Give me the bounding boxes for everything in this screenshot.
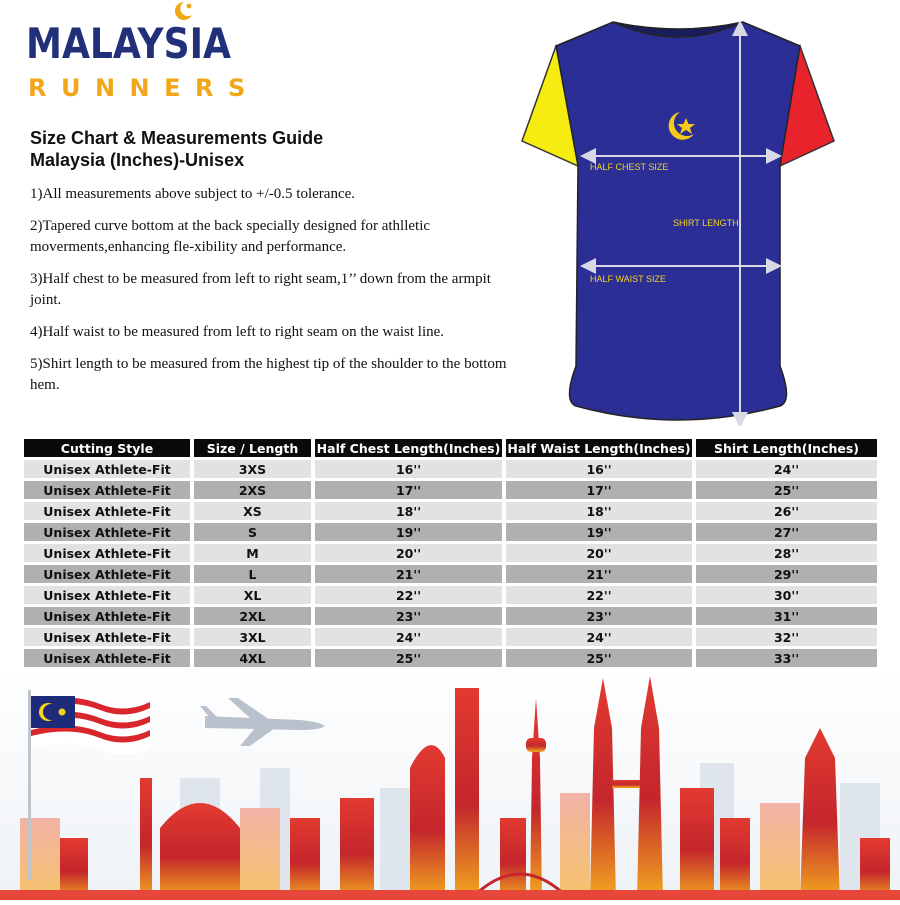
table-cell: 22'' <box>315 586 502 604</box>
table-cell: 30'' <box>696 586 877 604</box>
table-cell: 20'' <box>315 544 502 562</box>
note-item: 5)Shirt length to be measured from the highest tip of the shoulder to the bottom hem. <box>30 356 507 393</box>
table-cell: Unisex Athlete-Fit <box>24 460 190 478</box>
table-cell: 17'' <box>506 481 692 499</box>
table-cell: 28'' <box>696 544 877 562</box>
table-cell: 25'' <box>315 649 502 667</box>
half-waist-label: HALF WAIST SIZE <box>590 274 667 284</box>
table-row <box>24 607 877 625</box>
table-row <box>24 460 877 478</box>
shirt-illustration <box>518 6 838 426</box>
table-cell: Unisex Athlete-Fit <box>24 523 190 541</box>
skyline-illustration <box>0 668 900 900</box>
kuala-lumpur-skyline <box>0 668 900 900</box>
brand-subtitle: RUNNERS <box>28 74 260 102</box>
table-header-row <box>24 439 877 457</box>
table-cell: Unisex Athlete-Fit <box>24 481 190 499</box>
table-row <box>24 481 877 499</box>
table-cell: 4XL <box>194 649 311 667</box>
table-cell: 16'' <box>315 460 502 478</box>
table-cell: Unisex Athlete-Fit <box>24 586 190 604</box>
column-header: Half Waist Length(Inches) <box>507 440 691 456</box>
table-cell: Unisex Athlete-Fit <box>24 607 190 625</box>
shirt-length-label: SHIRT LENGTH <box>673 218 739 228</box>
table-cell: 32'' <box>696 628 877 646</box>
table-cell: 23'' <box>506 607 692 625</box>
column-header: Cutting Style <box>24 439 190 457</box>
table-cell: 24'' <box>315 628 502 646</box>
table-cell: 31'' <box>696 607 877 625</box>
table-cell: 25'' <box>506 649 692 667</box>
column-header: Half Chest Length(Inches) <box>316 440 501 456</box>
table-cell: L <box>194 565 311 583</box>
note-item: 2)Tapered curve bottom at the back specially designed for athlletic moverments,enhancing fle-xibility and performance. <box>30 218 431 255</box>
table-cell: 25'' <box>696 481 877 499</box>
table-cell: S <box>194 523 311 541</box>
table-cell: XL <box>194 586 311 604</box>
table-row <box>24 649 877 667</box>
table-cell: 18'' <box>315 502 502 520</box>
shirt-diagram <box>518 6 838 426</box>
table-cell: M <box>194 544 311 562</box>
table-cell: 26'' <box>696 502 877 520</box>
table-cell: 3XS <box>194 460 311 478</box>
table-row <box>24 586 877 604</box>
table-cell: 24'' <box>696 460 877 478</box>
note-item: 4)Half waist to be measured from left to right seam on the waist line. <box>30 324 445 340</box>
table-row <box>24 544 877 562</box>
table-cell: 27'' <box>696 523 877 541</box>
column-header: Shirt Length(Inches) <box>696 439 877 457</box>
note-item: 1)All measurements above subject to +/-0.5 tolerance. <box>30 186 356 202</box>
table-cell: 19'' <box>506 523 692 541</box>
note-item: 3)Half chest to be measured from left to right seam,1’’ down from the armpit joint. <box>30 271 491 308</box>
table-cell: Unisex Athlete-Fit <box>24 628 190 646</box>
half-chest-label: HALF CHEST SIZE <box>590 162 669 172</box>
table-cell: Unisex Athlete-Fit <box>24 544 190 562</box>
table-cell: 19'' <box>315 523 502 541</box>
table-cell: 24'' <box>506 628 692 646</box>
guide-title <box>30 127 323 171</box>
table-row <box>24 523 877 541</box>
table-cell: 17'' <box>315 481 502 499</box>
table-row <box>24 565 877 583</box>
table-cell: 33'' <box>696 649 877 667</box>
table-cell: 23'' <box>315 607 502 625</box>
table-cell: 22'' <box>506 586 692 604</box>
table-cell: 21'' <box>315 565 502 583</box>
guide-title-line2: Malaysia (Inches)-Unisex <box>30 150 245 170</box>
table-cell: 21'' <box>506 565 692 583</box>
table-cell: 3XL <box>194 628 311 646</box>
table-cell: 2XS <box>194 481 311 499</box>
table-cell: 29'' <box>696 565 877 583</box>
column-header: Size / Length <box>194 439 311 457</box>
brand-name: MALAYSIA <box>26 19 231 68</box>
table-cell: 2XL <box>194 607 311 625</box>
table-cell: Unisex Athlete-Fit <box>24 502 190 520</box>
guide-title-line1: Size Chart & Measurements Guide <box>30 128 324 148</box>
table-cell: Unisex Athlete-Fit <box>24 565 190 583</box>
table-row <box>24 502 877 520</box>
size-chart-table <box>20 436 881 670</box>
table-cell: 20'' <box>506 544 692 562</box>
table-row <box>24 628 877 646</box>
table-cell: 16'' <box>506 460 692 478</box>
table-cell: Unisex Athlete-Fit <box>24 649 190 667</box>
table-cell: XS <box>194 502 311 520</box>
brand-logo <box>26 0 260 110</box>
table-cell: 18'' <box>506 502 692 520</box>
measurement-notes <box>30 184 510 407</box>
